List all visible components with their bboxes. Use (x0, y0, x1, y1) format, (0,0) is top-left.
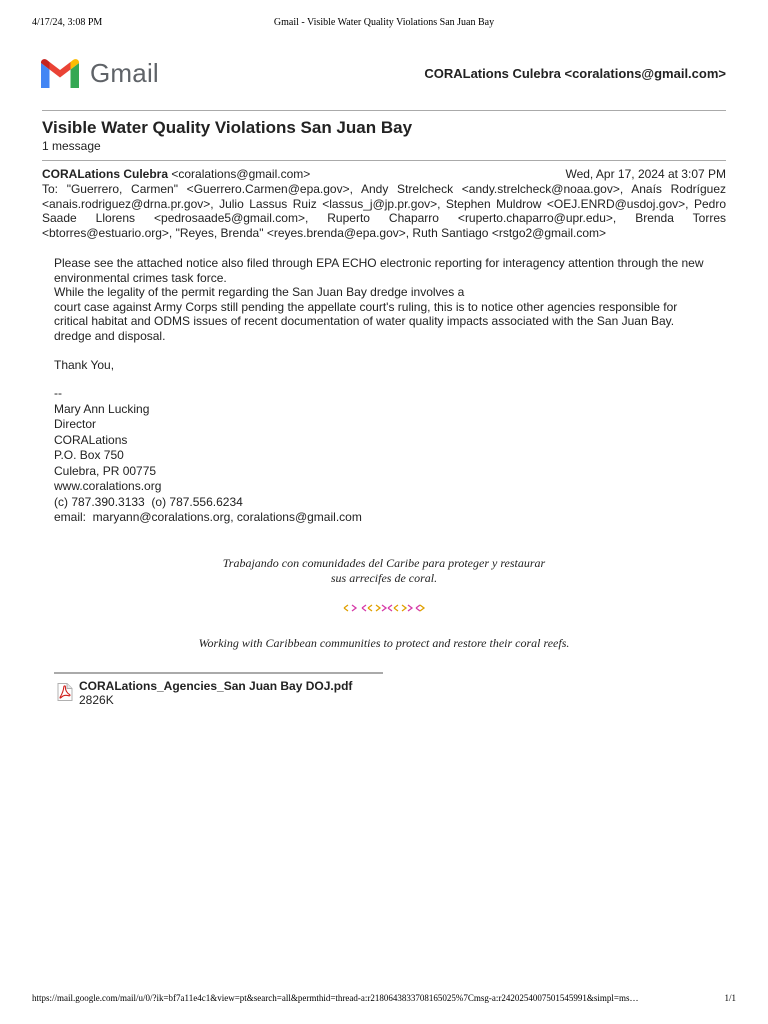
decorative-separator (42, 602, 726, 617)
body-paragraph: Please see the attached notice also filed through EPA ECHO electronic reporting for interagency attention through the new environmental crimes task force. (54, 256, 704, 285)
attachment-divider (54, 672, 383, 674)
print-url: https://mail.google.com/mail/u/0/?ik=bf7a11e4c1&view=pt&search=all&permthid=thread-a:r2180643833708165025%7Cmsg-a:r2420254007501545991&simpl=ms… (32, 993, 639, 1003)
sender-email: <coralations@gmail.com> (171, 167, 311, 181)
print-datetime: 4/17/24, 3:08 PM (32, 17, 103, 28)
page-number: 1/1 (724, 993, 736, 1003)
signature-website-link[interactable]: www.coralations.org (54, 479, 162, 493)
tagline-spanish-line: Trabajando con comunidades del Caribe para proteger y restaurar (222, 556, 546, 570)
account-label: CORALations Culebra <coralations@gmail.com> (424, 66, 726, 81)
divider (42, 160, 726, 161)
attachment-info (79, 679, 352, 707)
attachment-name[interactable]: CORALations_Agencies_San Juan Bay DOJ.pdf (79, 679, 353, 693)
gmail-m-logo-icon (41, 59, 79, 88)
message-header (42, 167, 726, 181)
closing: Thank You, (54, 358, 115, 373)
attachment-size: 2826K (79, 693, 114, 707)
body-paragraph: court case against Army Corps still pending the appellate court's ruling, this is to notice other agencies responsible for critical habitat and ODMS issues of recent documentation of water quality impacts associated with the San Juan Bay. dredge and disposal. (54, 299, 678, 343)
tagline-english: Working with Caribbean communities to protect and restore their coral reefs. (198, 636, 570, 650)
print-title: Gmail - Visible Water Quality Violations San Juan Bay (273, 17, 495, 28)
signature-separator: -- (54, 386, 62, 400)
decoration-icon (342, 604, 426, 612)
attachment[interactable] (57, 679, 352, 707)
body-paragraph: While the legality of the permit regarding the San Juan Bay dredge involves a (54, 285, 465, 300)
recipients: To: "Guerrero, Carmen" <Guerrero.Carmen@epa.gov>, Andy Strelcheck <andy.strelcheck@noaa.gov>, Anaís Rodríguez <anais.rodriguez@drna.pr.gov>, Julio Lassus Ruiz <lassus_j@jp.pr.gov>, Stephen Muldrow <OEJ.ENRD@usdoj.gov>, Pedro Saade Llorens <pedrosaade5@gmail.com>, Ruperto Chaparro <ruperto.chaparro@upr.edu>, Brenda Torres <btorres@estuario.org>, "Reyes, Brenda" <reyes.brenda@epa.gov>, Ruth Santiago <rstgo2@gmail.com> (42, 182, 726, 240)
gmail-wordmark: Gmail (90, 58, 159, 88)
message-count: 1 message (42, 139, 101, 153)
message-date: Wed, Apr 17, 2024 at 3:07 PM (565, 167, 726, 181)
thread-subject: Visible Water Quality Violations San Juan Bay (42, 118, 413, 137)
signature-org: CORALations (54, 432, 128, 447)
tagline-spanish (42, 556, 726, 586)
pdf-icon (57, 683, 73, 701)
gmail-logo[interactable] (41, 58, 159, 89)
signature-name: Mary Ann Lucking (54, 401, 150, 416)
message-body (54, 256, 708, 373)
signature-phones: (c) 787.390.3133 (o) 787.556.6234 (54, 494, 243, 509)
signature-address: P.O. Box 750 (54, 448, 124, 462)
sender-name: CORALations Culebra (42, 167, 169, 181)
signature-title: Director (54, 417, 97, 431)
tagline-spanish-line: sus arrecifes de coral. (330, 571, 438, 585)
signature-address: Culebra, PR 00775 (54, 463, 157, 478)
divider (42, 110, 726, 111)
signature (54, 386, 362, 526)
signature-email: email: maryann@coralations.org, coralations@gmail.com (54, 510, 362, 524)
